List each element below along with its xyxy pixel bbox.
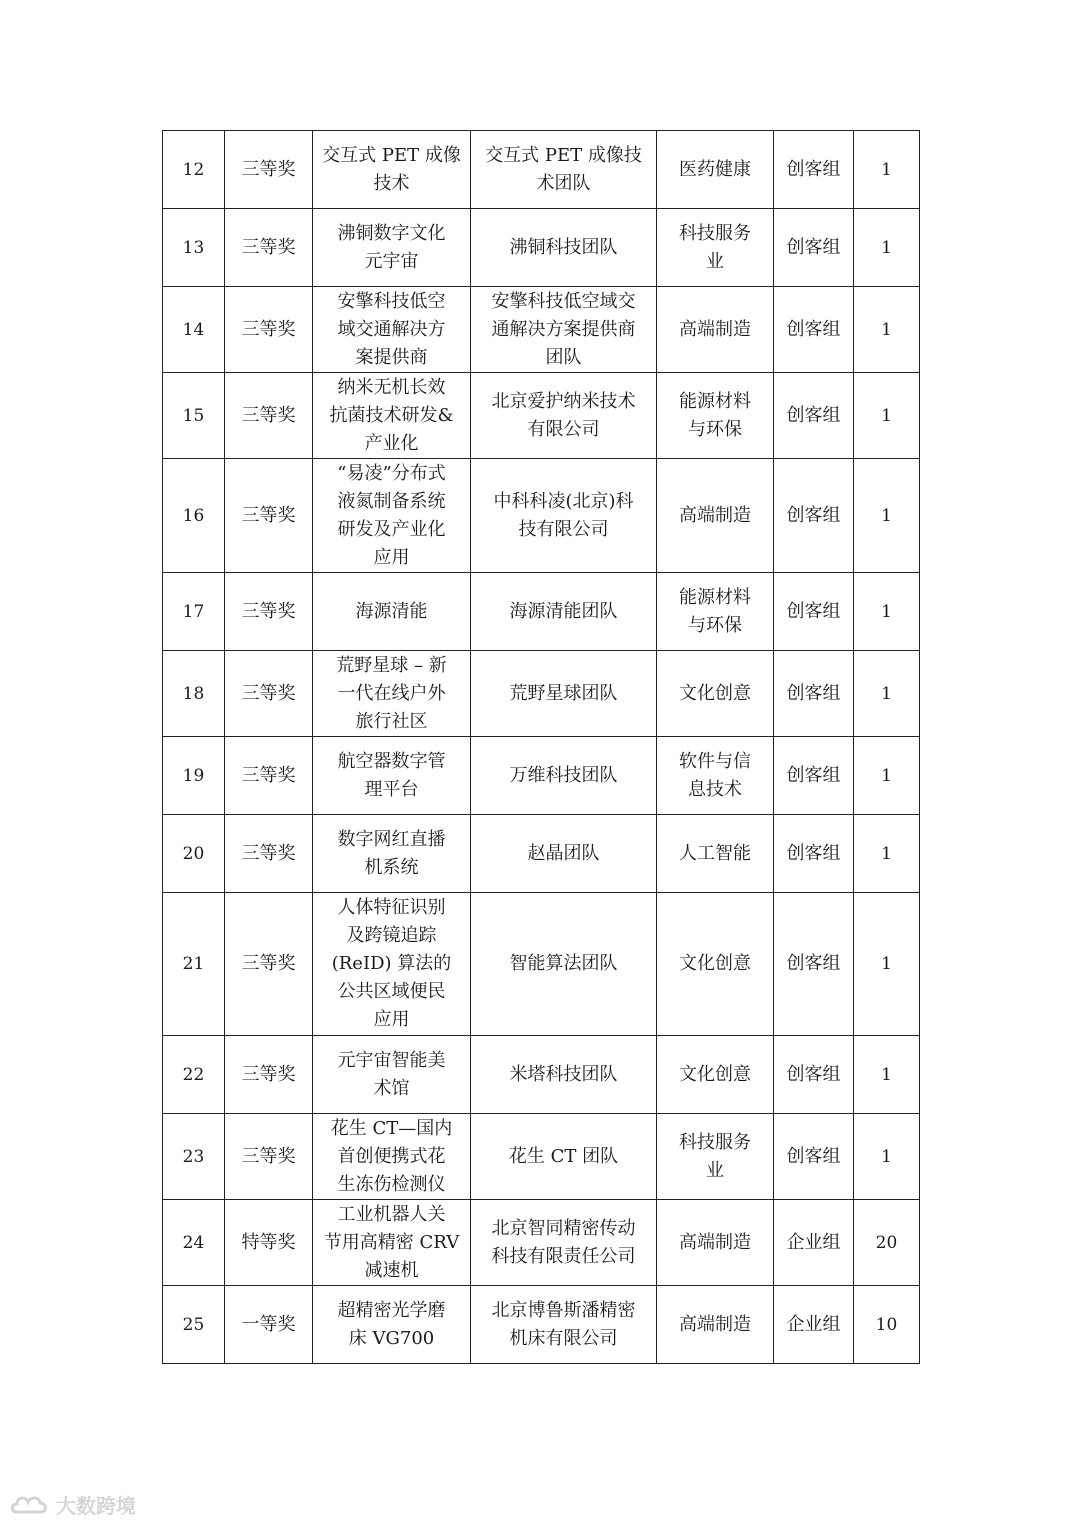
- cell-team: 赵晶团队: [471, 815, 657, 893]
- cell-no: 15: [163, 373, 225, 459]
- cell-no: 12: [163, 131, 225, 209]
- cell-team: 海源清能团队: [471, 573, 657, 651]
- cell-award: 三等奖: [225, 1036, 313, 1114]
- cell-field: 软件与信 息技术: [657, 737, 774, 815]
- table-row: [163, 651, 920, 737]
- cell-project: 工业机器人关 节用高精密 CRV 减速机: [313, 1200, 471, 1286]
- cell-award: 三等奖: [225, 651, 313, 737]
- cell-field: 能源材料 与环保: [657, 373, 774, 459]
- cell-team: 智能算法团队: [471, 893, 657, 1036]
- cell-amount: 1: [854, 651, 920, 737]
- cell-team: 北京博鲁斯潘精密 机床有限公司: [471, 1286, 657, 1364]
- cell-no: 21: [163, 893, 225, 1036]
- cell-award: 三等奖: [225, 459, 313, 573]
- cell-no: 18: [163, 651, 225, 737]
- cell-no: 24: [163, 1200, 225, 1286]
- cell-team: 荒野星球团队: [471, 651, 657, 737]
- cell-project: 花生 CT—国内 首创便携式花 生冻伤检测仪: [313, 1114, 471, 1200]
- cell-project: 沸铜数字文化 元宇宙: [313, 209, 471, 287]
- cell-project: 海源清能: [313, 573, 471, 651]
- cell-group: 企业组: [774, 1286, 854, 1364]
- table-row: [163, 287, 920, 373]
- cell-project: 交互式 PET 成像 技术: [313, 131, 471, 209]
- cell-field: 高端制造: [657, 1286, 774, 1364]
- table-row: [163, 1286, 920, 1364]
- cell-amount: 1: [854, 573, 920, 651]
- cell-no: 14: [163, 287, 225, 373]
- cell-award: 三等奖: [225, 209, 313, 287]
- cell-award: 特等奖: [225, 1200, 313, 1286]
- cell-amount: 1: [854, 815, 920, 893]
- cell-project: 荒野星球 – 新 一代在线户外 旅行社区: [313, 651, 471, 737]
- cell-no: 23: [163, 1114, 225, 1200]
- cell-no: 13: [163, 209, 225, 287]
- cell-award: 三等奖: [225, 287, 313, 373]
- cell-award: 三等奖: [225, 815, 313, 893]
- table-row: [163, 573, 920, 651]
- table-row: [163, 815, 920, 893]
- cell-award: 三等奖: [225, 893, 313, 1036]
- cell-award: 三等奖: [225, 373, 313, 459]
- cell-team: 交互式 PET 成像技 术团队: [471, 131, 657, 209]
- cloud-logo-icon: [10, 1490, 50, 1518]
- table-row: [163, 459, 920, 573]
- cell-no: 20: [163, 815, 225, 893]
- cell-project: 超精密光学磨 床 VG700: [313, 1286, 471, 1364]
- cell-team: 万维科技团队: [471, 737, 657, 815]
- watermark-text: 大数跨境: [56, 1493, 136, 1518]
- cell-field: 文化创意: [657, 1036, 774, 1114]
- cell-group: 创客组: [774, 1114, 854, 1200]
- table-row: [163, 209, 920, 287]
- cell-amount: 1: [854, 1036, 920, 1114]
- cell-team: 沸铜科技团队: [471, 209, 657, 287]
- cell-field: 高端制造: [657, 287, 774, 373]
- cell-field: 能源材料 与环保: [657, 573, 774, 651]
- table-row: [163, 1200, 920, 1286]
- cell-field: 高端制造: [657, 1200, 774, 1286]
- cell-project: “易凌”分布式 液氮制备系统 研发及产业化 应用: [313, 459, 471, 573]
- cell-team: 北京爱护纳米技术 有限公司: [471, 373, 657, 459]
- cell-field: 文化创意: [657, 893, 774, 1036]
- table-row: [163, 1036, 920, 1114]
- cell-group: 创客组: [774, 651, 854, 737]
- cell-project: 航空器数字管 理平台: [313, 737, 471, 815]
- cell-field: 高端制造: [657, 459, 774, 573]
- cell-field: 文化创意: [657, 651, 774, 737]
- cell-group: 创客组: [774, 131, 854, 209]
- cell-group: 创客组: [774, 573, 854, 651]
- table-row: [163, 893, 920, 1036]
- awards-table: [162, 130, 920, 1364]
- table-row: [163, 373, 920, 459]
- cell-group: 创客组: [774, 815, 854, 893]
- cell-no: 25: [163, 1286, 225, 1364]
- cell-field: 人工智能: [657, 815, 774, 893]
- table-row: [163, 1114, 920, 1200]
- cell-amount: 1: [854, 209, 920, 287]
- cell-team: 花生 CT 团队: [471, 1114, 657, 1200]
- cell-award: 三等奖: [225, 573, 313, 651]
- cell-group: 创客组: [774, 287, 854, 373]
- cell-team: 中科科凌(北京)科 技有限公司: [471, 459, 657, 573]
- cell-group: 企业组: [774, 1200, 854, 1286]
- table-row: [163, 737, 920, 815]
- cell-project: 纳米无机长效 抗菌技术研发& 产业化: [313, 373, 471, 459]
- cell-project: 元宇宙智能美 术馆: [313, 1036, 471, 1114]
- cell-amount: 1: [854, 287, 920, 373]
- cell-no: 22: [163, 1036, 225, 1114]
- cell-field: 科技服务 业: [657, 1114, 774, 1200]
- cell-award: 三等奖: [225, 737, 313, 815]
- cell-field: 科技服务 业: [657, 209, 774, 287]
- cell-group: 创客组: [774, 209, 854, 287]
- cell-team: 北京智同精密传动 科技有限责任公司: [471, 1200, 657, 1286]
- cell-amount: 1: [854, 459, 920, 573]
- cell-group: 创客组: [774, 893, 854, 1036]
- cell-team: 米塔科技团队: [471, 1036, 657, 1114]
- cell-amount: 20: [854, 1200, 920, 1286]
- cell-no: 19: [163, 737, 225, 815]
- cell-award: 三等奖: [225, 1114, 313, 1200]
- cell-amount: 1: [854, 1114, 920, 1200]
- cell-group: 创客组: [774, 737, 854, 815]
- cell-award: 一等奖: [225, 1286, 313, 1364]
- cell-group: 创客组: [774, 373, 854, 459]
- cell-project: 安擎科技低空 域交通解决方 案提供商: [313, 287, 471, 373]
- cell-amount: 10: [854, 1286, 920, 1364]
- watermark: [10, 1488, 136, 1520]
- cell-field: 医药健康: [657, 131, 774, 209]
- cell-team: 安擎科技低空域交 通解决方案提供商 团队: [471, 287, 657, 373]
- table-row: [163, 131, 920, 209]
- cell-amount: 1: [854, 893, 920, 1036]
- cell-project: 人体特征识别 及跨镜追踪 (ReID) 算法的 公共区域便民 应用: [313, 893, 471, 1036]
- cell-project: 数字网红直播 机系统: [313, 815, 471, 893]
- cell-group: 创客组: [774, 459, 854, 573]
- cell-amount: 1: [854, 737, 920, 815]
- cell-group: 创客组: [774, 1036, 854, 1114]
- cell-no: 16: [163, 459, 225, 573]
- cell-award: 三等奖: [225, 131, 313, 209]
- cell-no: 17: [163, 573, 225, 651]
- cell-amount: 1: [854, 131, 920, 209]
- cell-amount: 1: [854, 373, 920, 459]
